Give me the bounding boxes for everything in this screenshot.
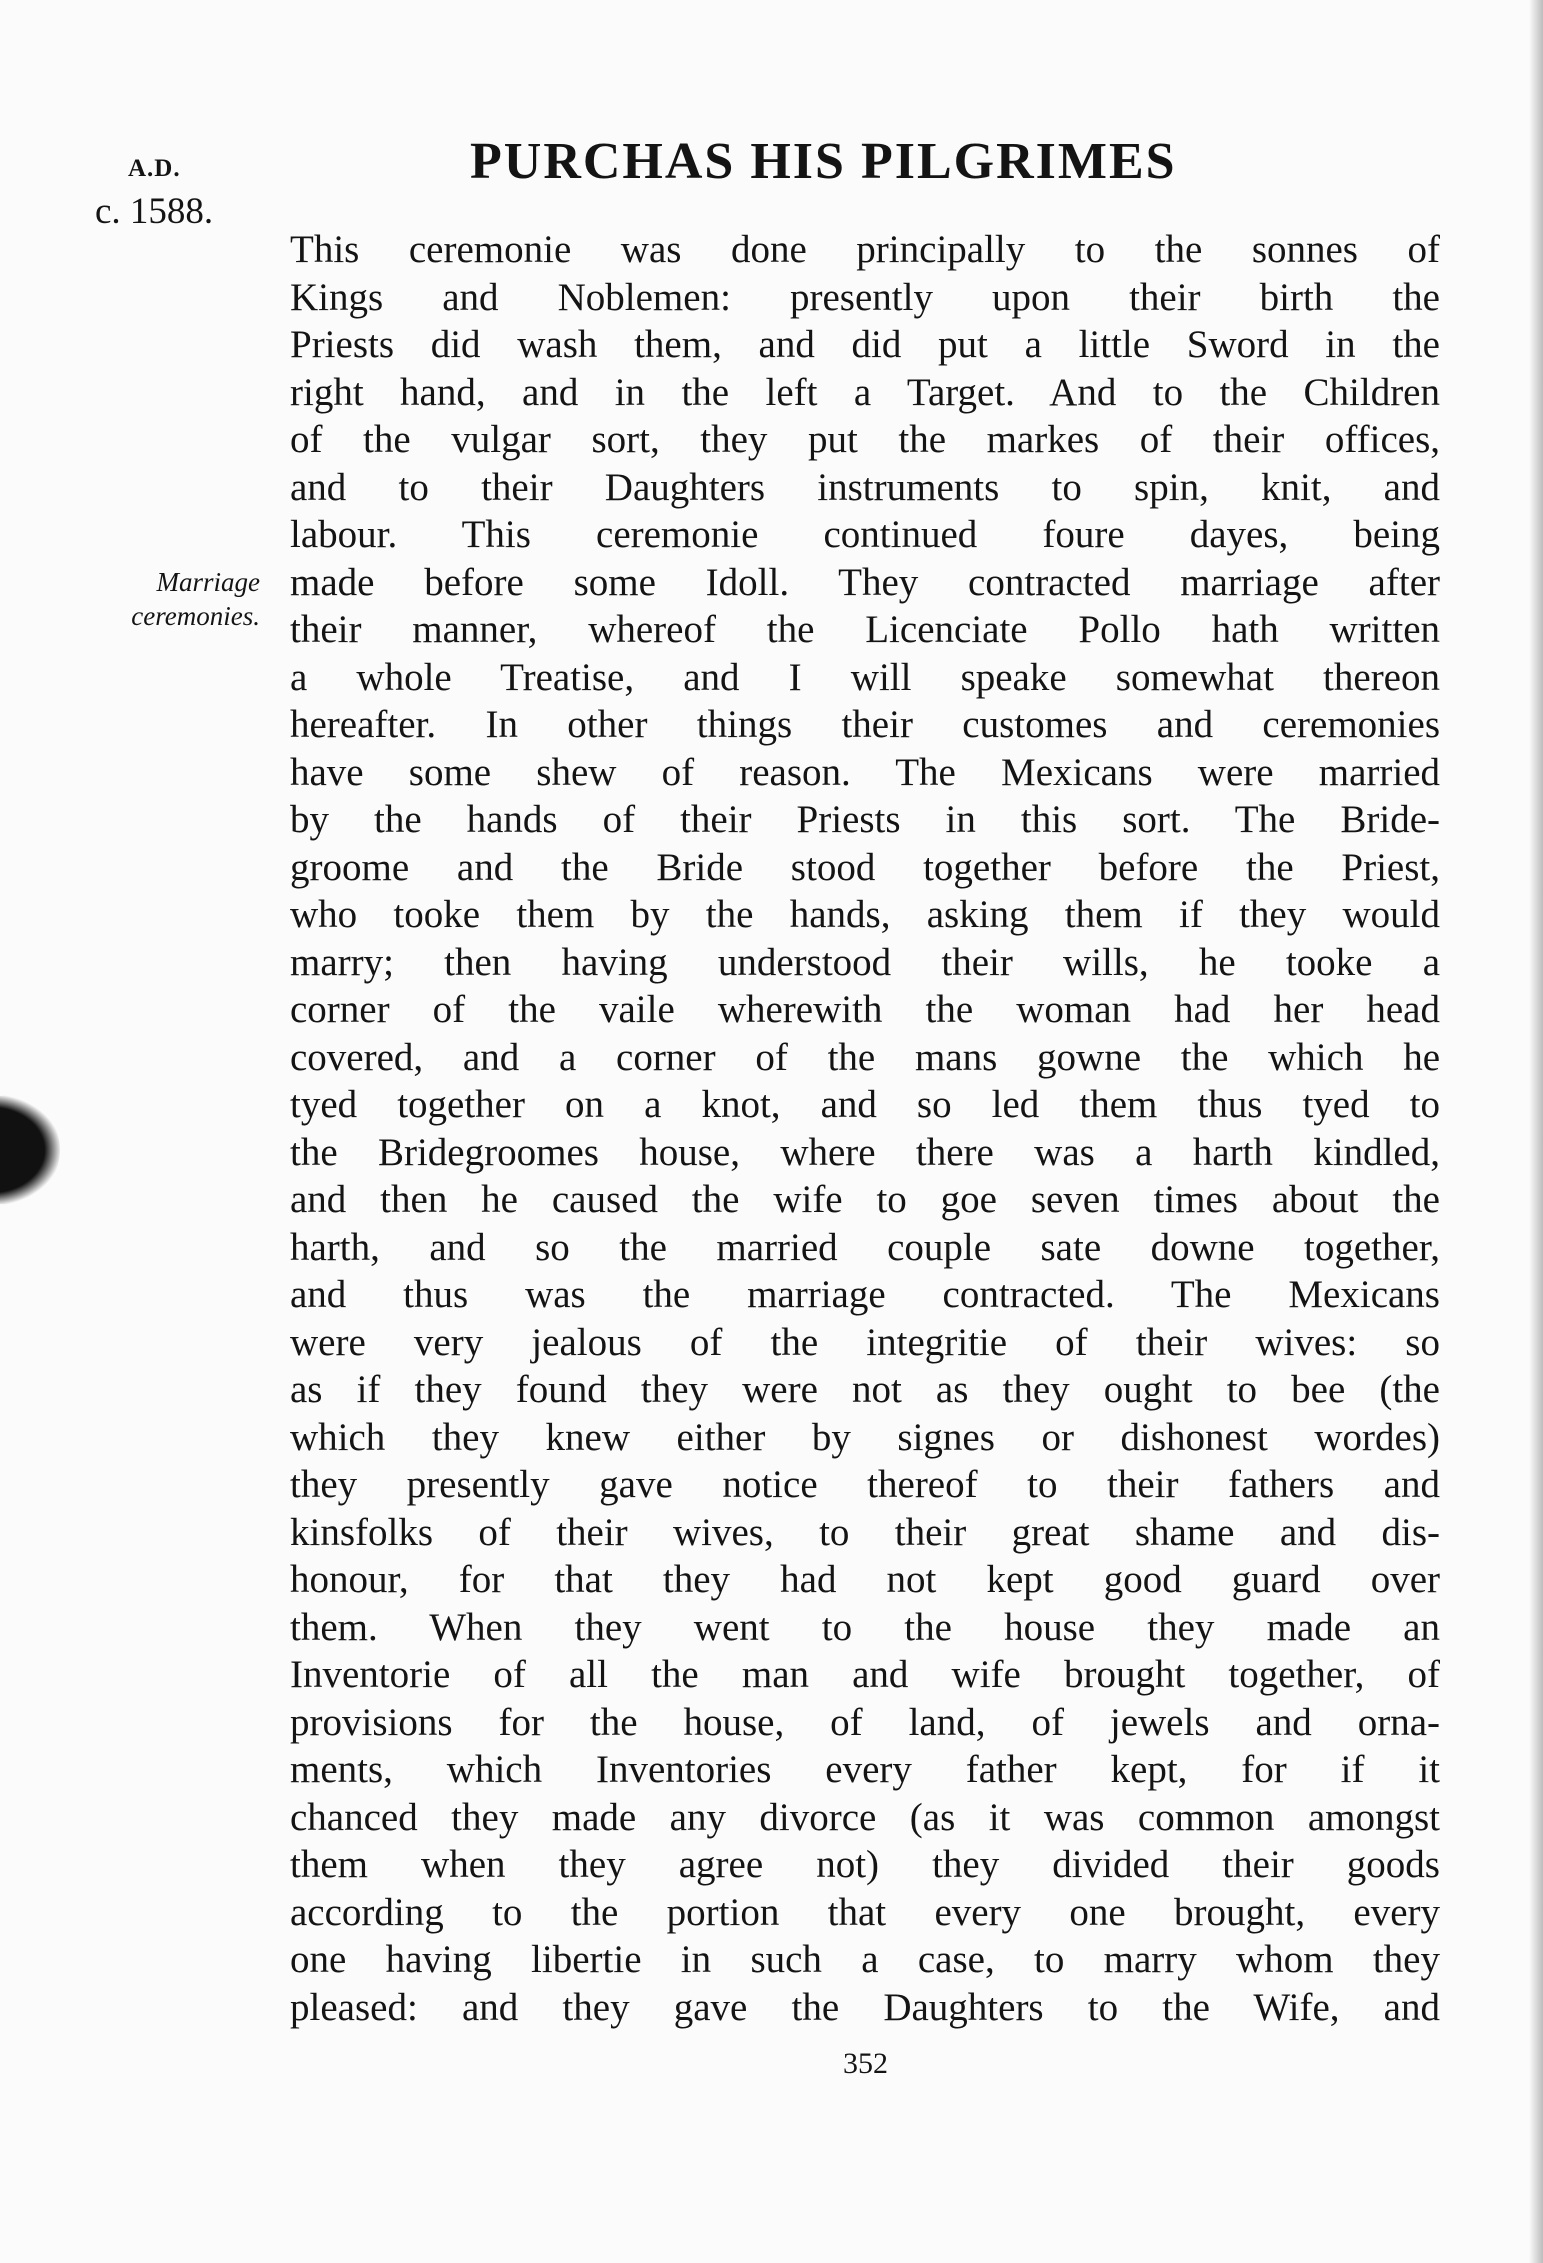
thumb-shadow [0,1095,60,1205]
body-text [290,226,1440,2031]
sidenote-line: Marriage [156,567,260,597]
text-line: and thus was the marriage contracted. The Mexicans [290,1273,1440,1316]
margin-year: c. 1588. [95,191,214,232]
text-line: their manner, whereof the Licenciate Pollo hath written [290,608,1440,651]
text-line: as if they found they were not as they ought to bee (the [290,1368,1440,1411]
text-line: Kings and Noblemen: presently upon their birth the [290,275,1440,319]
text-line: corner of the vaile wherewith the woman had her head [290,988,1440,1031]
text-line: they presently gave notice thereof to their fathers and [290,1463,1440,1506]
text-line: harth, and so the married couple sate downe together, [290,1225,1440,1269]
text-line: pleased: and they gave the Daughters to the Wife, and [290,1985,1440,2029]
text-line: a whole Treatise, and I will speake somewhat thereon [290,655,1440,699]
text-line: have some shew of reason. The Mexicans were married [290,750,1440,794]
text-line: who tooke them by the hands, asking them if they would [290,893,1440,936]
text-line: hereafter. In other things their customes and ceremonies [290,703,1440,746]
sidenote-marriage-ceremonies [80,565,260,633]
text-line: right hand, and in the left a Target. And to the Children [290,370,1440,414]
page-edge-shadow [1529,0,1543,2263]
text-line: This ceremonie was done principally to the sonnes of [290,228,1440,271]
text-line: made before some Idoll. They contracted marriage after [290,560,1440,604]
text-line: the Bridegroomes house, where there was a harth kindled, [290,1130,1440,1174]
text-line: labour. This ceremonie continued foure dayes, being [290,513,1440,556]
text-line: tyed together on a knot, and so led them thus tyed to [290,1083,1440,1126]
text-line: by the hands of their Priests in this sort. The Bride- [290,798,1440,841]
text-line: according to the portion that every one brought, every [290,1890,1440,1934]
text-line: and to their Daughters instruments to spin, knit, and [290,465,1440,509]
text-line: and then he caused the wife to goe seven times about the [290,1178,1440,1221]
text-line: were very jealous of the integritie of their wives: so [290,1320,1440,1364]
text-line: honour, for that they had not kept good guard over [290,1558,1440,1601]
text-line: of the vulgar sort, they put the markes of their offices, [290,418,1440,461]
text-line: marry; then having understood their wills, he tooke a [290,940,1440,984]
sidenote-line: ceremonies. [131,601,260,631]
text-line: covered, and a corner of the mans gowne the which he [290,1035,1440,1079]
text-line: Priests did wash them, and did put a little Sword in the [290,323,1440,366]
text-line: them when they agree not) they divided their goods [290,1843,1440,1886]
text-line: one having libertie in such a case, to marry whom they [290,1938,1440,1981]
text-line: which they knew either by signes or dishonest wordes) [290,1415,1440,1459]
text-line: provisions for the house, of land, of jewels and orna- [290,1700,1440,1744]
running-title: PURCHAS HIS PILGRIMES [470,133,1177,190]
text-line: them. When they went to the house they made an [290,1605,1440,1649]
text-line: ments, which Inventories every father kept, for if it [290,1748,1440,1791]
text-line: chanced they made any divorce (as it was common amongst [290,1795,1440,1839]
text-line: Inventorie of all the man and wife brought together, of [290,1653,1440,1696]
page-number: 352 [843,2047,888,2080]
text-line: kinsfolks of their wives, to their great shame and dis- [290,1510,1440,1554]
text-line: groome and the Bride stood together before the Priest, [290,845,1440,889]
margin-era: A.D. [128,155,181,182]
